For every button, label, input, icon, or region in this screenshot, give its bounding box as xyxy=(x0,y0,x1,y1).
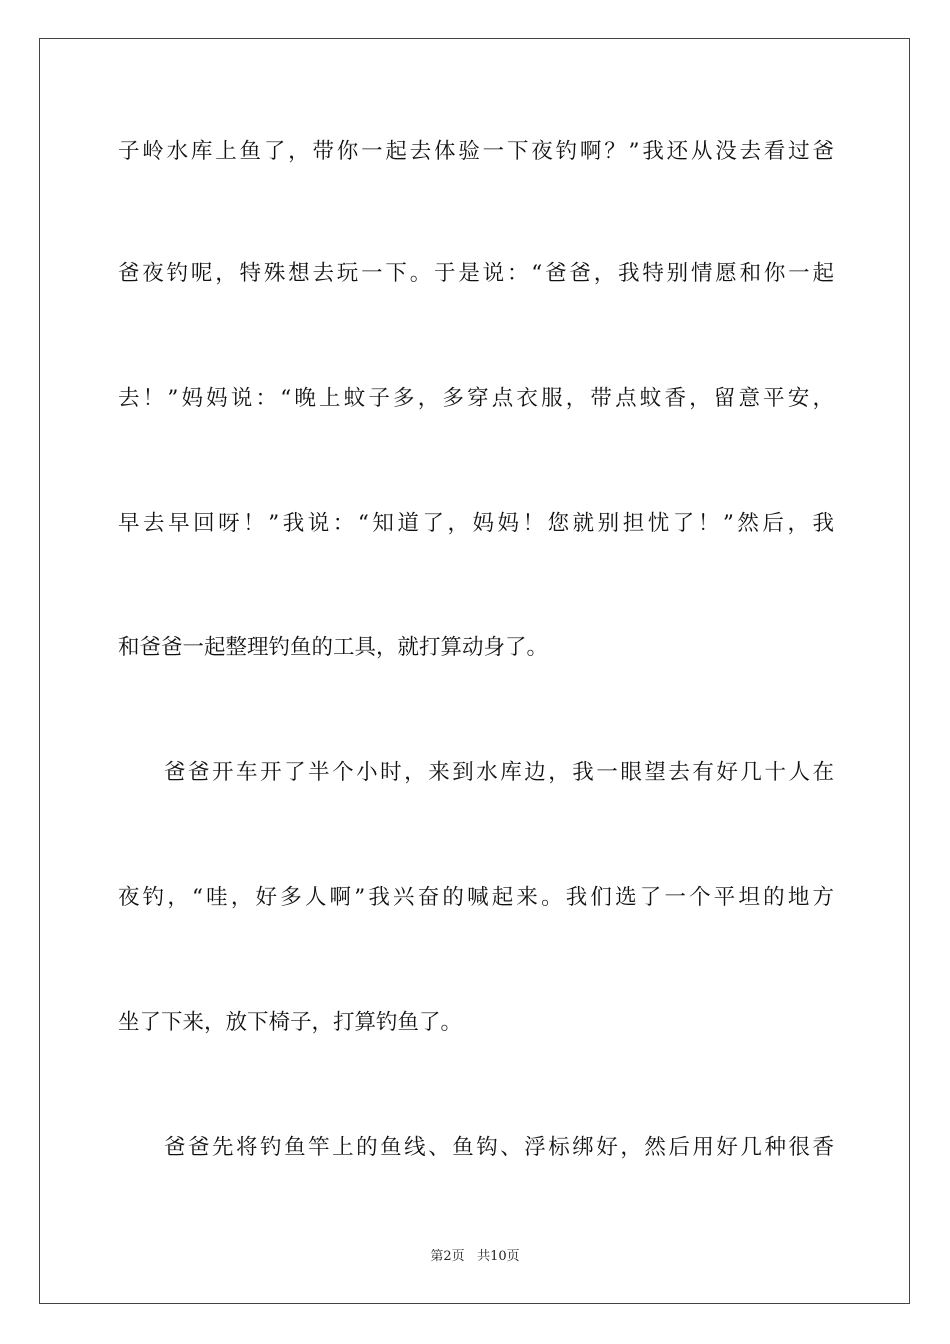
text-line: 爸夜钓呢，特殊想去玩一下。于是说：“爸爸，我特别情愿和你一起 xyxy=(118,261,834,286)
page-total: 共10页 xyxy=(477,1249,520,1264)
paragraph-first-line: 爸爸开车开了半个小时，来到水库边，我一眼望去有好几十人在 xyxy=(164,760,834,785)
text-line: 去！”妈妈说：“晚上蚊子多，多穿点衣服，带点蚊香，留意平安， xyxy=(118,386,834,411)
page-frame xyxy=(39,38,910,1304)
paragraph-first-line: 爸爸先将钓鱼竿上的鱼线、鱼钩、浮标绑好，然后用好几种很香 xyxy=(164,1135,834,1160)
page-number: 第2页 xyxy=(430,1249,465,1264)
text-line: 夜钓，“哇，好多人啊”我兴奋的喊起来。我们选了一个平坦的地方 xyxy=(118,885,834,910)
text-line: 早去早回呀！”我说：“知道了，妈妈！您就别担忧了！”然后，我 xyxy=(118,511,834,536)
text-line: 和爸爸一起整理钓鱼的工具，就打算动身了。 xyxy=(118,635,549,660)
text-line: 坐了下来，放下椅子，打算钓鱼了。 xyxy=(118,1010,463,1035)
page-footer xyxy=(0,1248,950,1266)
text-line: 子岭水库上鱼了，带你一起去体验一下夜钓啊？”我还从没去看过爸 xyxy=(118,139,834,164)
